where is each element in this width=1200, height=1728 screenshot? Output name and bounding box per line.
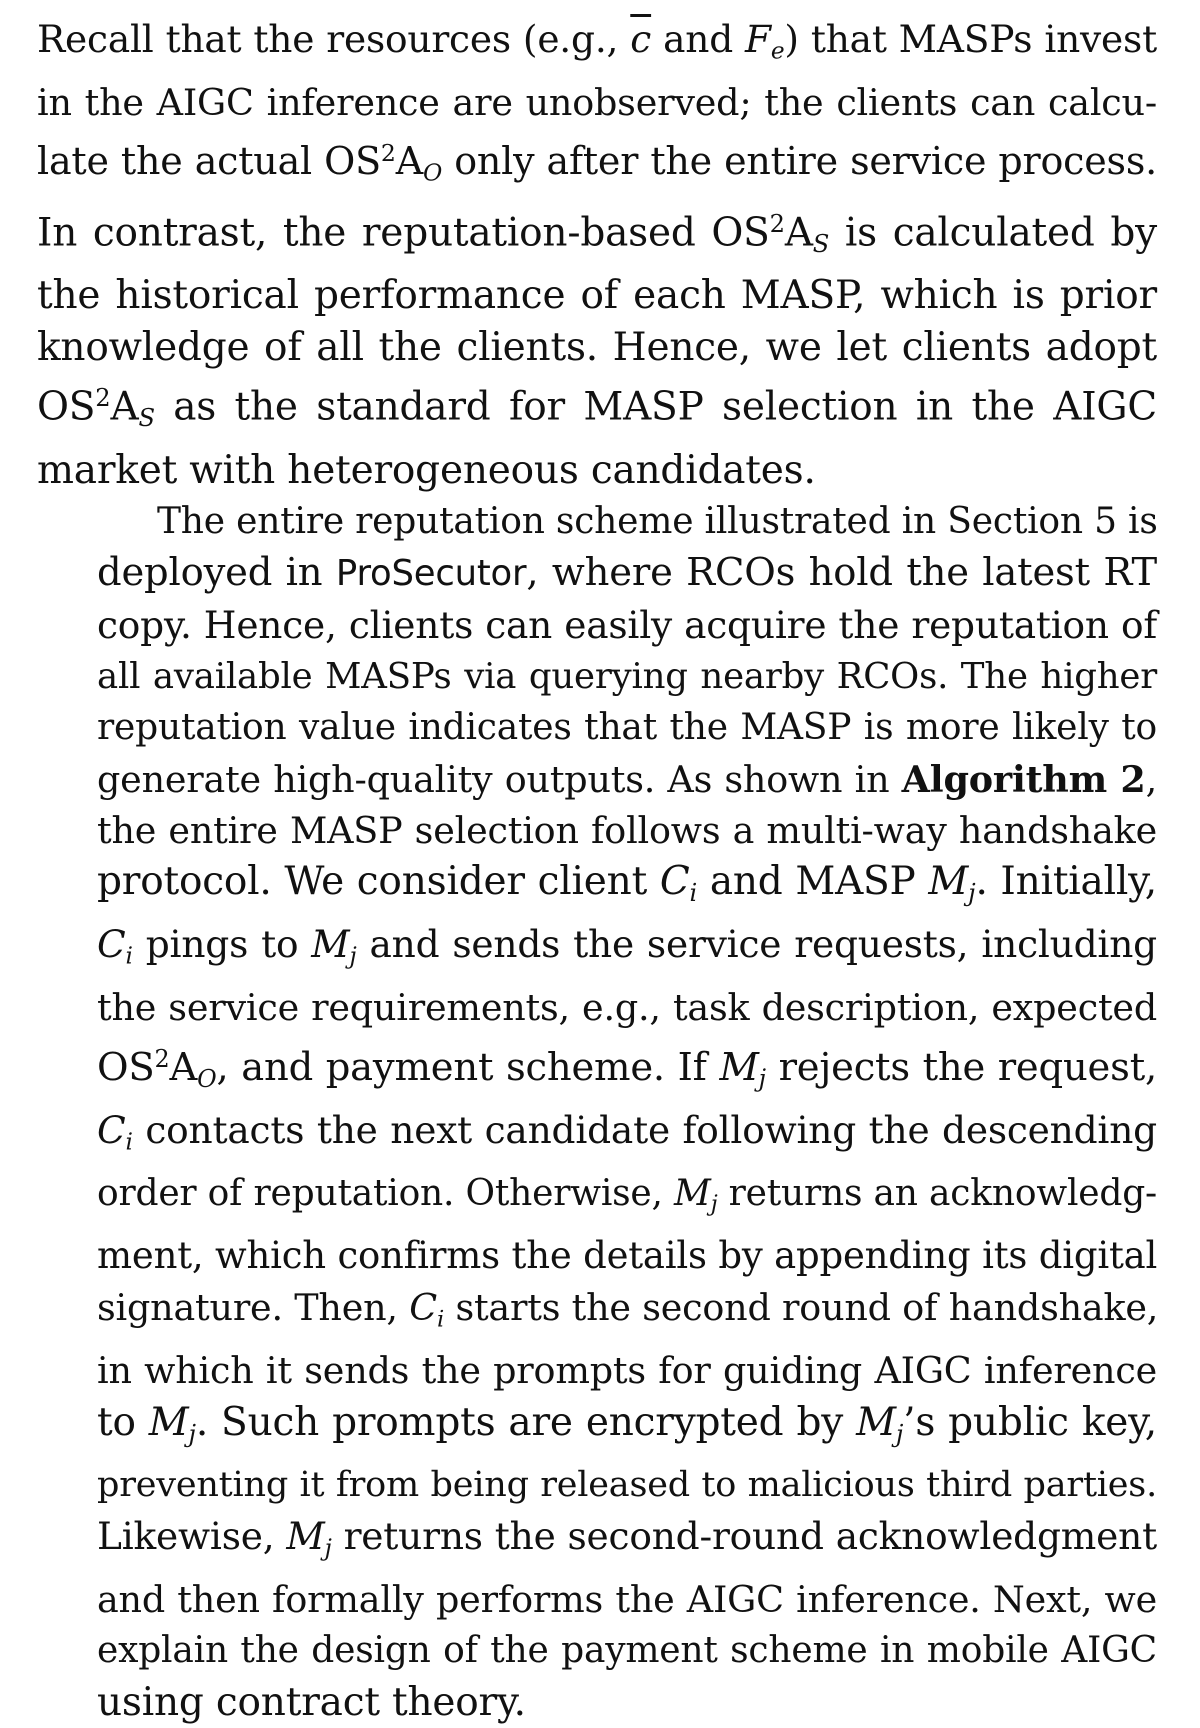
math-superscript: 2 <box>380 139 396 168</box>
text-run: contacts the next candidate following the descending <box>145 1107 1157 1152</box>
math-subscript: j <box>968 879 976 908</box>
math-subscript: i <box>689 879 698 908</box>
math-script-F <box>745 17 785 65</box>
text-line <box>37 128 1157 199</box>
text-line <box>37 1168 1157 1231</box>
text-run: A <box>110 384 139 430</box>
math-M-j <box>856 1399 904 1448</box>
text-line: in which it sends the prompts for guiding AIGC inference <box>97 1349 1157 1393</box>
math-c-bar: $\overline{c}$ <box>630 17 652 61</box>
text-line: and then formally performs the AIGC inference. Next, we <box>97 1577 1157 1621</box>
text-line <box>37 919 1157 982</box>
text-line: The entire reputation scheme illustrated in Section 5 is <box>157 500 1158 542</box>
document-page <box>37 14 1157 1728</box>
text-run: generate high-quality outputs. As shown in <box>97 757 890 801</box>
math-symbol: M <box>148 1399 189 1445</box>
text-line <box>37 856 1157 919</box>
text-line <box>37 1034 1157 1105</box>
text-run: and MASP <box>709 859 916 905</box>
text-line <box>37 1511 1157 1574</box>
text-line <box>37 547 1157 599</box>
text-line: explain the design of the payment scheme in mobile AIGC <box>97 1630 1157 1672</box>
text-run: , and payment scheme. If <box>216 1044 707 1090</box>
text-line <box>37 1105 1157 1168</box>
math-symbol: M <box>311 922 350 967</box>
text-line: in the AIGC inference are unobserved; the clients can calcu- <box>37 80 1157 124</box>
text-run: order of reputation. Otherwise, <box>97 1172 663 1214</box>
text-run: late the actual OS <box>37 139 381 184</box>
math-subscript: i <box>125 1128 133 1156</box>
math-M-j <box>674 1172 718 1217</box>
text-run: and sends the service requests, including <box>369 922 1157 967</box>
text-run: returns the second-round acknowledgment <box>343 1514 1157 1558</box>
paragraph-2 <box>37 496 1157 1728</box>
math-symbol: M <box>719 1044 759 1090</box>
math-superscript: 2 <box>154 1044 170 1073</box>
math-symbol: C <box>97 1107 126 1152</box>
math-symbol: M <box>674 1172 711 1214</box>
text-run: pings to <box>145 922 299 967</box>
math-symbol: C <box>409 1285 437 1329</box>
text-run: A <box>395 139 423 184</box>
text-line: knowledge of all the clients. Hence, we let clients adopt <box>37 324 1157 370</box>
math-superscript: 2 <box>95 384 111 413</box>
text-run: and <box>663 17 734 61</box>
math-subscript: e <box>770 37 785 65</box>
text-line: the entire MASP selection follows a multi-way handshake <box>97 808 1157 852</box>
math-subscript: O <box>422 158 443 187</box>
prosecutor-name: ProSecutor <box>335 553 527 595</box>
text-run: . Such prompts are encrypted by <box>195 1399 844 1445</box>
math-symbol: M <box>856 1399 896 1445</box>
text-run: protocol. We consider client <box>97 859 648 905</box>
math-subscript: j <box>349 942 357 970</box>
text-line: all available MASPs via querying nearby RCOs. The higher <box>97 655 1157 697</box>
math-superscript: 2 <box>769 210 785 239</box>
math-symbol: M <box>286 1514 325 1558</box>
math-M-j <box>928 859 976 908</box>
text-line: ment, which confirms the details by appending its digital <box>97 1234 1158 1278</box>
text-run: ’s public key, <box>903 1399 1157 1445</box>
math-subscript: i <box>436 1305 445 1332</box>
text-line: market with heterogeneous candidates. <box>37 447 816 493</box>
math-symbol: F <box>745 17 771 61</box>
text-run: deployed in <box>97 550 323 596</box>
text-line: reputation value indicates that the MASP is more likely to <box>97 707 1157 749</box>
math-M-j <box>311 922 357 970</box>
text-run: returns an acknowledg- <box>728 1172 1158 1214</box>
math-M-j <box>719 1044 766 1093</box>
text-run: rejects the request, <box>778 1044 1157 1090</box>
text-line: the historical performance of each MASP, which is prior <box>37 273 1157 319</box>
text-run: A <box>784 210 813 256</box>
text-run: Recall that the resources (e.g., <box>37 17 619 61</box>
text-run: OS <box>97 1044 155 1090</box>
text-run: OS <box>37 384 96 430</box>
math-subscript: j <box>324 1534 332 1562</box>
text-run: to <box>97 1399 136 1445</box>
text-line: copy. Hence, clients can easily acquire the reputation of <box>97 602 1157 647</box>
math-symbol: C <box>97 922 126 967</box>
text-run: In contrast, the reputation-based OS <box>37 210 770 256</box>
math-subscript: S <box>138 404 155 433</box>
text-run: , <box>1145 757 1157 801</box>
paragraph-1 <box>37 14 1157 496</box>
text-run: ) that MASPs invest <box>784 17 1157 61</box>
text-line <box>37 754 1157 805</box>
math-C-i <box>659 859 698 908</box>
text-run: Likewise, <box>97 1514 275 1558</box>
text-line <box>37 373 1157 444</box>
math-symbol: M <box>928 859 969 905</box>
math-C-i <box>97 922 133 970</box>
text-line <box>37 1282 1157 1346</box>
math-M-j <box>148 1399 196 1448</box>
math-subscript: j <box>895 1419 904 1448</box>
text-run: signature. Then, <box>97 1285 398 1329</box>
text-run: as the standard for MASP selection in the AIGC <box>173 384 1157 430</box>
text-run: A <box>169 1044 198 1090</box>
math-subscript: j <box>710 1190 718 1217</box>
text-line: using contract theory. <box>97 1679 526 1725</box>
algorithm-reference: Algorithm 2 <box>901 757 1146 801</box>
text-line <box>37 14 1157 77</box>
text-line <box>37 1397 1157 1460</box>
math-subscript: j <box>188 1419 196 1448</box>
text-line: preventing it from being released to malicious third parties. <box>97 1464 1157 1505</box>
text-line <box>37 199 1157 270</box>
math-subscript: S <box>812 230 830 259</box>
math-subscript: O <box>197 1064 217 1093</box>
math-symbol: C <box>659 859 690 905</box>
text-run: , where RCOs hold the latest RT <box>526 550 1157 596</box>
math-M-j <box>286 1514 332 1562</box>
text-run: . Initially, <box>975 859 1158 905</box>
math-C-i <box>409 1285 445 1332</box>
text-run: is calculated by <box>844 210 1157 256</box>
text-run: starts the second round of handshake, <box>455 1285 1159 1329</box>
math-C-i <box>97 1107 133 1156</box>
text-line: the service requirements, e.g., task description, expected <box>97 986 1157 1030</box>
math-subscript: j <box>758 1064 766 1093</box>
text-run: only after the entire service process. <box>454 139 1157 184</box>
math-subscript: i <box>125 942 133 970</box>
